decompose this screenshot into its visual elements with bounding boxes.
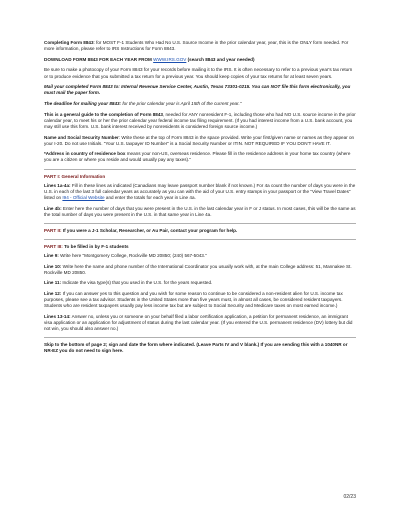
i94-website-link[interactable]: I94 - Official Website bbox=[62, 194, 105, 200]
address-text: means your non-US, overseas residence. Please fill in the residence address in your home tax country (where you are a citizen or where you reside and would usually pay any taxes)." bbox=[44, 151, 351, 163]
lines-13-14-paragraph bbox=[44, 314, 356, 332]
skip-note bbox=[44, 342, 356, 354]
line-10-lead: Line 10: bbox=[44, 263, 62, 269]
copy-note: Be sure to make a photocopy of your Form 8843 for your records before mailing it to the IRS. It is often necessary to refer to a previous year's tax return or to produce evidence that you submitted a tax return for a previous year. You should keep copies of your tax returns for at least seven years. bbox=[44, 67, 353, 79]
lines-13-14-lead: Lines 13-14: bbox=[44, 313, 71, 319]
part1-heading: PART I: General Information bbox=[44, 173, 106, 179]
mail-line1: Mail your completed Form 8843 to: Internal Revenue Service Center, Austin, Texas 73301-0215. bbox=[44, 84, 251, 90]
page-number: 02/23 bbox=[343, 494, 356, 500]
address-lead: *Address in country of residence box bbox=[44, 151, 126, 157]
line-12-paragraph bbox=[44, 291, 356, 309]
address-paragraph bbox=[44, 151, 356, 163]
line-11-paragraph bbox=[44, 280, 356, 286]
line-9-paragraph bbox=[44, 253, 356, 259]
divider bbox=[44, 337, 356, 338]
part3-heading-text: To be filled in by F-1 students bbox=[62, 243, 129, 249]
line-9-text: Write here "Montgomery College, Rockville MD 20850; (240) 567-5043." bbox=[58, 252, 207, 258]
line-11-lead: Line 11: bbox=[44, 280, 62, 286]
part3-heading-paragraph bbox=[44, 244, 356, 250]
line-12-text: If you can answer yes to this question and you wish for some reason to continue to be considered a non-resident alien for U.S. income tax purposes, please see a tax advisor. Students in the United States more than five years must, in almost all cases, be considered resident taxpayers. Students who are resident taxpayers usually pay less income tax but are subject to Social Security and Medicare taxes on most earned income.) bbox=[44, 291, 343, 309]
document-body bbox=[44, 40, 356, 359]
intro-paragraph bbox=[44, 40, 356, 52]
part3-heading: PART III: bbox=[44, 243, 63, 249]
divider bbox=[44, 239, 356, 240]
name-ssn-text: : Write these at the top of Form 8843 in the space provided. Write your first/given name or names as they appear on your I-20. Do not use Initials. "Your U.S. taxpayer ID Number" is a Social Security Number or ITIN. NOT REQUIRED IF YOU DON'T HAVE IT. bbox=[44, 134, 355, 146]
intro-lead: Completing Form 8843 bbox=[44, 40, 94, 45]
line-4b-text: Enter here the number of days that you were present in the U.S. in the last calendar year in F or J status. In most cases, this will be the same as the total number of days you were present in the U.S. in that same year in Line 4a. bbox=[44, 205, 356, 217]
divider bbox=[44, 223, 356, 224]
mail-line2: You can NOT file this form electronically, you must mail the paper form. bbox=[44, 84, 351, 96]
download-prefix: DOWNLOAD FORM 8843 FOR EACH YEAR FROM bbox=[44, 56, 154, 62]
guide-lead: This is a general guide to the completion of Form 8843 bbox=[44, 111, 163, 117]
line-11-text: Indicate the visa type(s) that you used in the U.S. for the years requested. bbox=[61, 280, 213, 286]
divider bbox=[44, 169, 356, 170]
part2-paragraph bbox=[44, 228, 356, 234]
download-suffix: (search 8843 and year needed) bbox=[186, 56, 255, 62]
lines-1a-4a-lead: Lines 1a-4a: bbox=[44, 182, 71, 188]
lines-1a-4a-end: and enter the totals for each year in Line 4a. bbox=[104, 194, 196, 200]
lines-1a-4a-paragraph bbox=[44, 183, 356, 201]
part2-heading: PART II: bbox=[44, 227, 62, 233]
skip-note-text: Skip to the bottom of page 2; sign and date the form where indicated. (Leave Parts IV and V blank.) If you are sending this with a 1040NR or NR-EZ you do not need to sign here. bbox=[44, 342, 348, 354]
line-4b-lead: Line 4b: bbox=[44, 205, 62, 211]
download-paragraph bbox=[44, 57, 356, 63]
lines-13-14-text: Answer no, unless you or someone on your behalf filed a labor certification application, a petition for permanent residence, an immigrant visa application or an application for adjustment of status during the last calendar year. (If you entered the U.S. permanent residence (DV) lottery but did not win, you should also answer no.) bbox=[44, 313, 353, 332]
deadline-paragraph bbox=[44, 101, 356, 107]
line-10-paragraph bbox=[44, 264, 356, 276]
irs-website-link[interactable]: WWW.IRS.GOV bbox=[153, 56, 187, 62]
line-4b-paragraph bbox=[44, 206, 356, 218]
line-12-lead: Line 12: bbox=[44, 291, 62, 297]
name-ssn-paragraph bbox=[44, 135, 356, 147]
deadline-text: for the prior calendar year is April 15th of the current year." bbox=[121, 101, 242, 107]
lines-1a-4a-text: Fill in these lines as indicated (Canadians may leave passport number blank if not known.) For 4a count the number of days you were in the U.S. in each of the last 3 full calendar years as accurately as you can with the aid of your U.S. entry stamps in your passport or the "View Travel Dates" listed on bbox=[44, 182, 356, 200]
guide-text: , needed for ANY nonresident F-1, including those who had NO U.S. source income in the prior calendar year, to meet his or her the prior calendar year federal income tax filing requirement. (If you had interest income from a U.S. bank account, you may still use this form. U.S. bank interest received by nonresidents is considered foreign source income.) bbox=[44, 111, 356, 129]
line-10-text: Write here the name and phone number of the International Coordinator you usually work with, at the main College address: 51, Mannakee St. Rockville MD 20850. bbox=[44, 263, 352, 275]
part2-text: If you were a J-1 Scholar, Researcher, or Au Pair, contact your program for help. bbox=[61, 227, 238, 233]
line-9-lead: Line 9: bbox=[44, 252, 59, 258]
guide-paragraph bbox=[44, 112, 356, 130]
mail-paragraph bbox=[44, 84, 356, 96]
deadline-lead: The deadline for mailing your 8843: bbox=[44, 101, 122, 107]
intro-text: : for MOST F-1 Students Who Had No U.S. Source Income in the prior calendar year, year, this is the ONLY form needed. For more information, please refer to IRS Instructions for Form 8843. bbox=[44, 40, 349, 52]
name-ssn-lead: Name and Social Security Number bbox=[44, 134, 119, 140]
